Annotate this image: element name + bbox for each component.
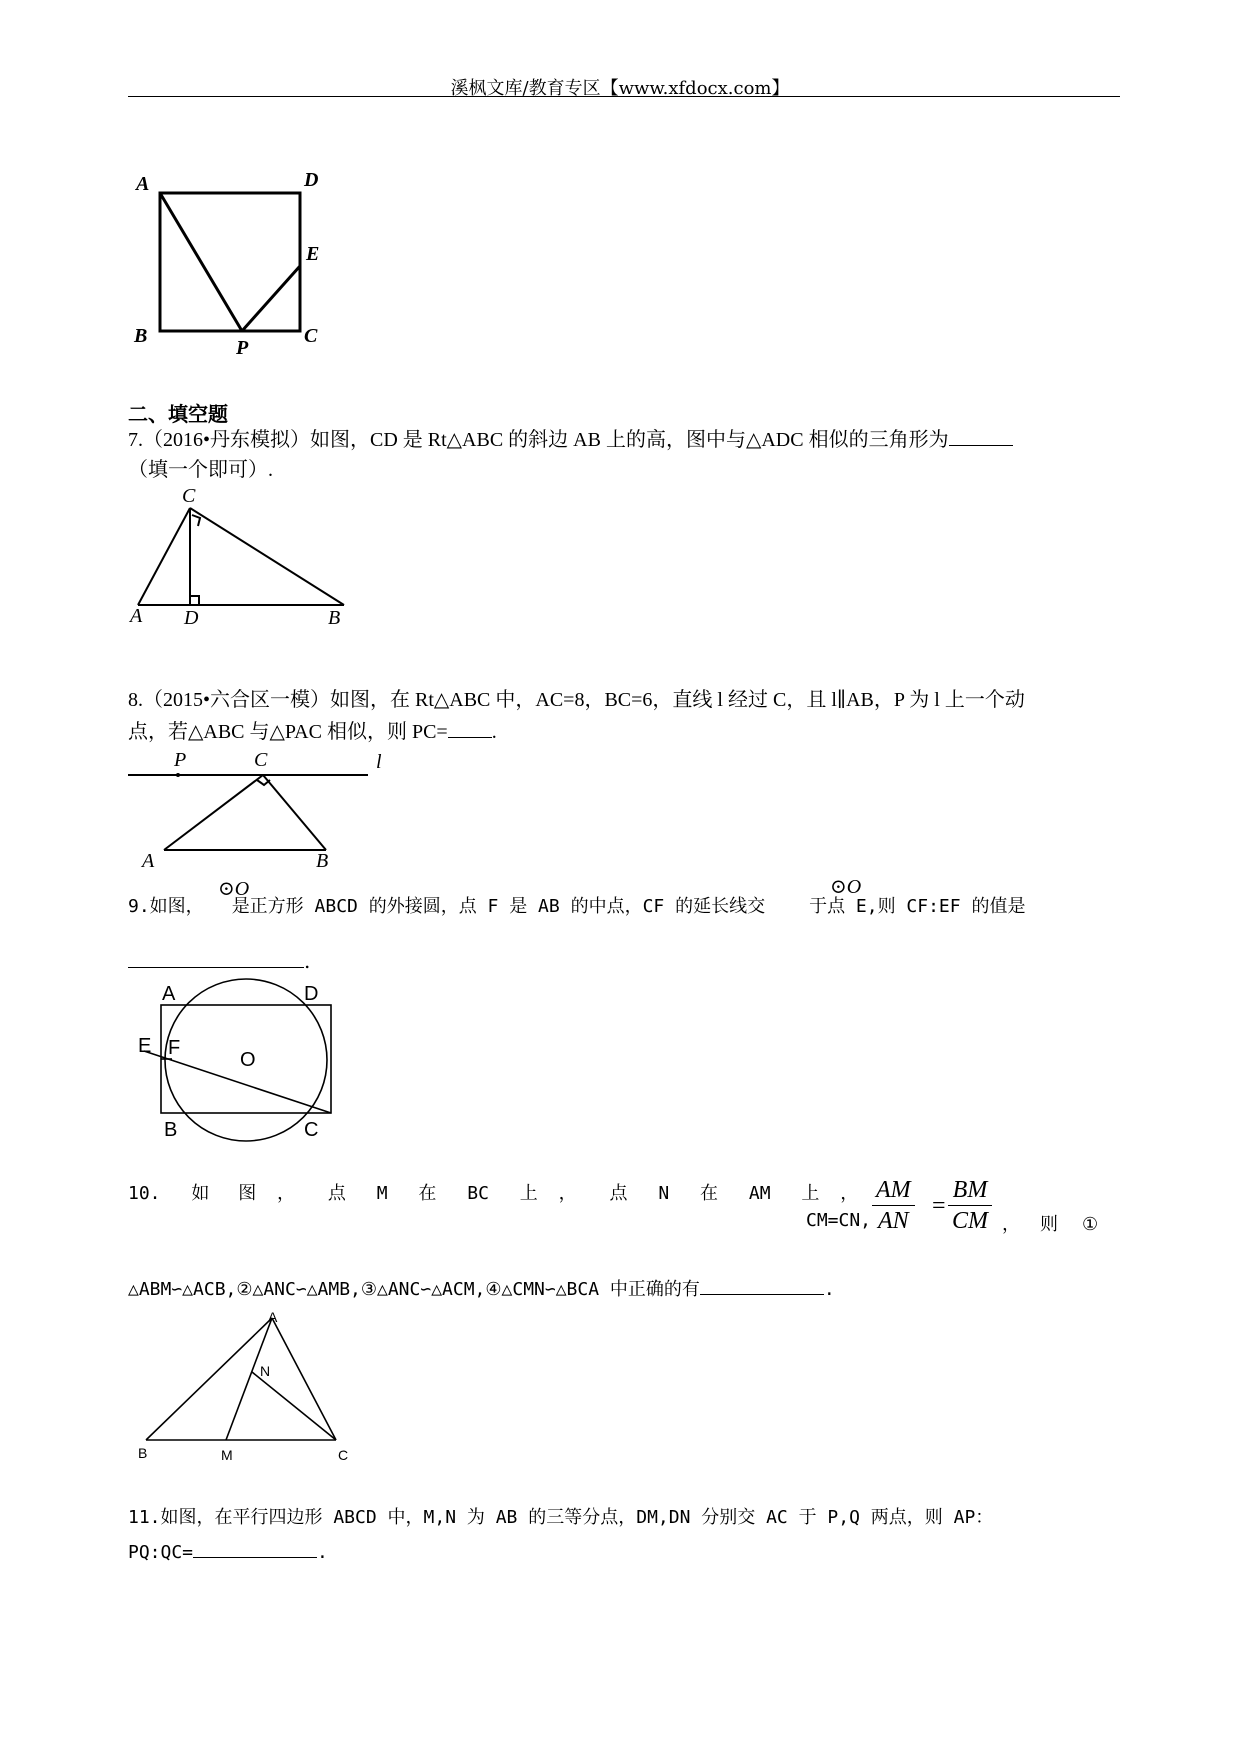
question-10-line1: 10. 如 图 ， 点 M 在 BC 上 ， 点 N 在 AM 上 ， (128, 1183, 859, 1204)
fraction-am-an: $\frac{AM}{AN}$ (872, 1175, 915, 1236)
label-n: N (260, 1363, 271, 1379)
question-7-line2: （填一个即可）. (128, 459, 273, 481)
question-9-line2: . (128, 947, 310, 975)
fraction-bm-cm: $\frac{BM}{CM}$ (948, 1175, 992, 1236)
label-f: F (168, 1037, 181, 1059)
figure-square-abcd (128, 160, 338, 360)
label-a: A (268, 1310, 278, 1325)
label-a: A (136, 173, 150, 195)
label-b: B (134, 325, 148, 347)
figure-q10-triangle (128, 1310, 368, 1470)
label-d: D (304, 169, 319, 191)
answer-blank-11[interactable] (193, 1537, 317, 1558)
question-11-line1: 11.如图，在平行四边形 ABCD 中，M,N 为 AB 的三等分点，DM,DN 分别交 AC 于 P,Q 两点，则 AP： (128, 1507, 994, 1528)
label-l: l (376, 751, 382, 773)
label-p: P (236, 337, 249, 359)
answer-blank-8[interactable] (448, 717, 492, 738)
header-divider (128, 96, 1120, 97)
label-c: C (338, 1447, 349, 1463)
question-10-cm: CM=CN, (806, 1210, 872, 1231)
question-11-line2: PQ:QC= . (128, 1537, 328, 1567)
label-d: D (304, 983, 319, 1005)
label-a: A (142, 850, 155, 872)
equals-sign: = (932, 1193, 946, 1219)
label-c: C (182, 485, 196, 507)
page-header: 溪枫文库/教育专区【www.xfdocx.com】 (450, 78, 790, 99)
section-title: 二、填空题 (128, 402, 228, 426)
label-a: A (162, 983, 176, 1005)
label-m: M (221, 1447, 233, 1463)
question-7-line1: 7.（2016•丹东模拟）如图，CD 是 Rt△ABC 的斜边 AB 上的高，图中与△ADC 相似的三角形为 (128, 425, 1013, 454)
label-e: E (306, 243, 320, 265)
label-o: O (240, 1049, 256, 1071)
answer-blank-10[interactable] (700, 1274, 824, 1295)
question-10-line2: △ABM∽△ACB,②△ANC∽△AMB,③△ANC∽△ACM,④△CMN∽△BCA 中正确的有 . (128, 1274, 835, 1304)
figure-q8-triangle-line (128, 744, 398, 874)
label-b: B (164, 1119, 178, 1141)
label-a: A (130, 605, 143, 627)
question-8-line1: 8.（2015•六合区一模）如图，在 Rt△ABC 中，AC=8，BC=6，直线 l 经过 C，且 l∥AB，P 为 l 上一个动 (128, 689, 1025, 711)
label-b: B (316, 850, 329, 872)
answer-blank-7[interactable] (949, 425, 1013, 446)
label-c: C (304, 325, 318, 347)
question-9-line1: 9.如图， 是正方形 ABCD 的外接圆，点 F 是 AB 的中点，CF 的延长线交 于点 E,则 CF:EF 的值是 (128, 896, 1026, 917)
figure-q9-circle-square (128, 978, 358, 1148)
question-8-line2: 点，若△ABC 与△PAC 相似，则 PC= . (128, 717, 497, 746)
label-d: D (184, 607, 199, 629)
label-c: C (254, 749, 268, 771)
label-e: E (138, 1035, 152, 1057)
circle-symbol-2: ⊙O (830, 876, 862, 898)
question-10-tail: ， 则 ① (1002, 1214, 1099, 1235)
label-p: P (174, 749, 187, 771)
label-b: B (138, 1445, 148, 1461)
circle-symbol-1: ⊙O (218, 878, 250, 900)
label-c: C (304, 1119, 319, 1141)
label-b: B (328, 607, 341, 629)
answer-blank-9[interactable] (128, 947, 304, 968)
figure-q7-right-triangle (128, 480, 358, 630)
